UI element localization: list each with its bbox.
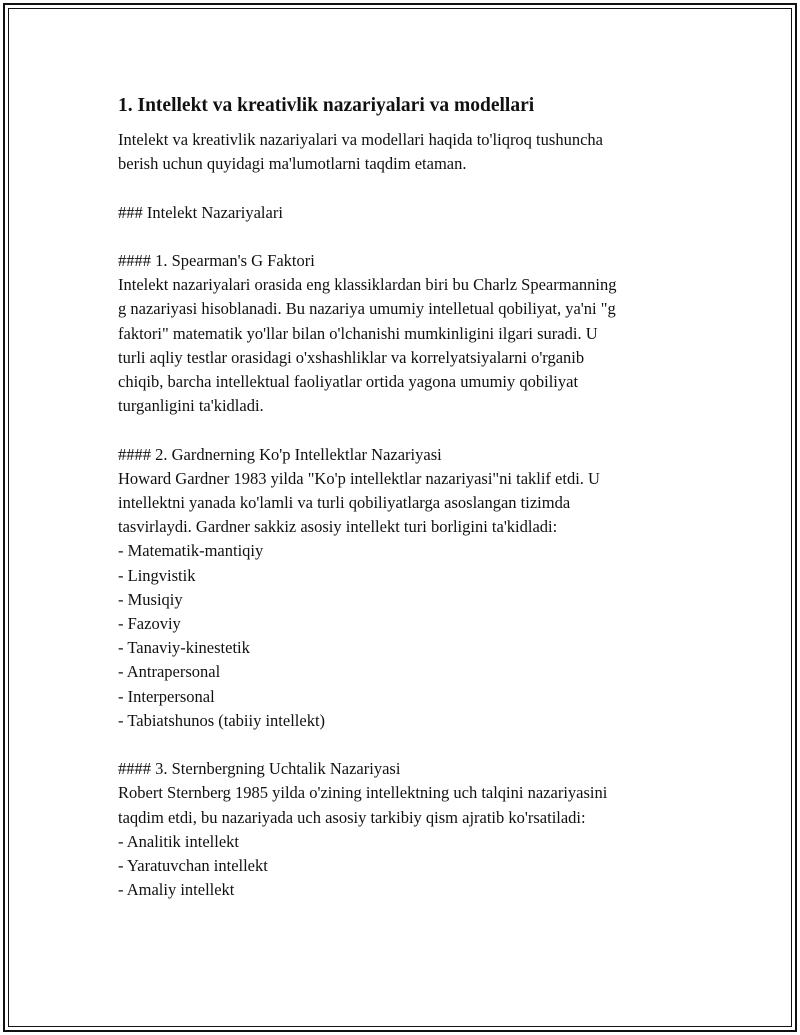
theory-title: #### 1. Spearman's G Faktori (118, 250, 315, 270)
theory-title: #### 2. Gardnerning Ko'p Intellektlar Nazariyasi (118, 444, 442, 464)
paragraph-line: taqdim etdi, bu nazariyada uch asosiy tarkibiy qism ajratib ko'rsatiladi: (118, 807, 586, 827)
paragraph-line: tasvirlaydi. Gardner sakkiz asosiy intellekt turi borligini ta'kidladi: (118, 517, 558, 537)
list-item: - Tabiatshunos (tabiiy intellekt) (118, 710, 326, 730)
paragraph-line: intellektni yanada ko'lamli va turli qobiliyatlarga asoslangan tizimda (118, 493, 571, 512)
paragraph-line: chiqib, barcha intellektual faoliyatlar ortida yagona umumiy qobiliyat (118, 372, 579, 391)
paragraph-line: faktori" matematik yo'llar bilan o'lchanishi mumkinligini ilgari suradi. U (118, 323, 598, 343)
document-heading: 1. Intellekt va kreativlik nazariyalari va modellari (118, 95, 535, 116)
paragraph-line: g nazariyasi hisoblanadi. Bu nazariya umumiy intelletual qobiliyat, ya'ni "g (118, 299, 616, 319)
list-item: - Matematik-mantiqiy (118, 541, 264, 561)
list-item: - Yaratuvchan intellekt (118, 856, 268, 876)
list-item: - Interpersonal (118, 686, 215, 706)
list-item: - Fazoviy (118, 614, 181, 634)
list-item: - Tanaviy-kinestetik (118, 638, 250, 658)
list-item: - Antrapersonal (118, 662, 221, 682)
list-item: - Lingvistik (118, 565, 196, 585)
paragraph-line: turli aqliy testlar orasidagi o'xshashliklar va korrelyatsiyalarni o'rganib (118, 347, 585, 367)
section-title: ### Intelekt Nazariyalari (118, 202, 283, 222)
paragraph-line: Howard Gardner 1983 yilda "Ko'p intellektlar nazariyasi"ni taklif etdi. U (118, 468, 600, 488)
intro-line: berish uchun quyidagi ma'lumotlarni taqdim etaman. (118, 154, 467, 174)
theory-title: #### 3. Sternbergning Uchtalik Nazariyasi (118, 759, 401, 779)
list-item: - Musiqiy (118, 589, 183, 609)
paragraph-line: turganligini ta'kidladi. (118, 396, 264, 416)
document-body (118, 92, 698, 902)
paragraph-line: Intelekt nazariyalari orasida eng klassiklardan biri bu Charlz Spearmanning (118, 275, 617, 295)
list-item: - Amaliy intellekt (118, 880, 235, 900)
paragraph-line: Robert Sternberg 1985 yilda o'zining intellektning uch talqini nazariyasini (118, 783, 608, 803)
intro-line: Intelekt va kreativlik nazariyalari va modellari haqida to'liqroq tushuncha (118, 130, 603, 149)
list-item: - Analitik intellekt (118, 831, 239, 851)
